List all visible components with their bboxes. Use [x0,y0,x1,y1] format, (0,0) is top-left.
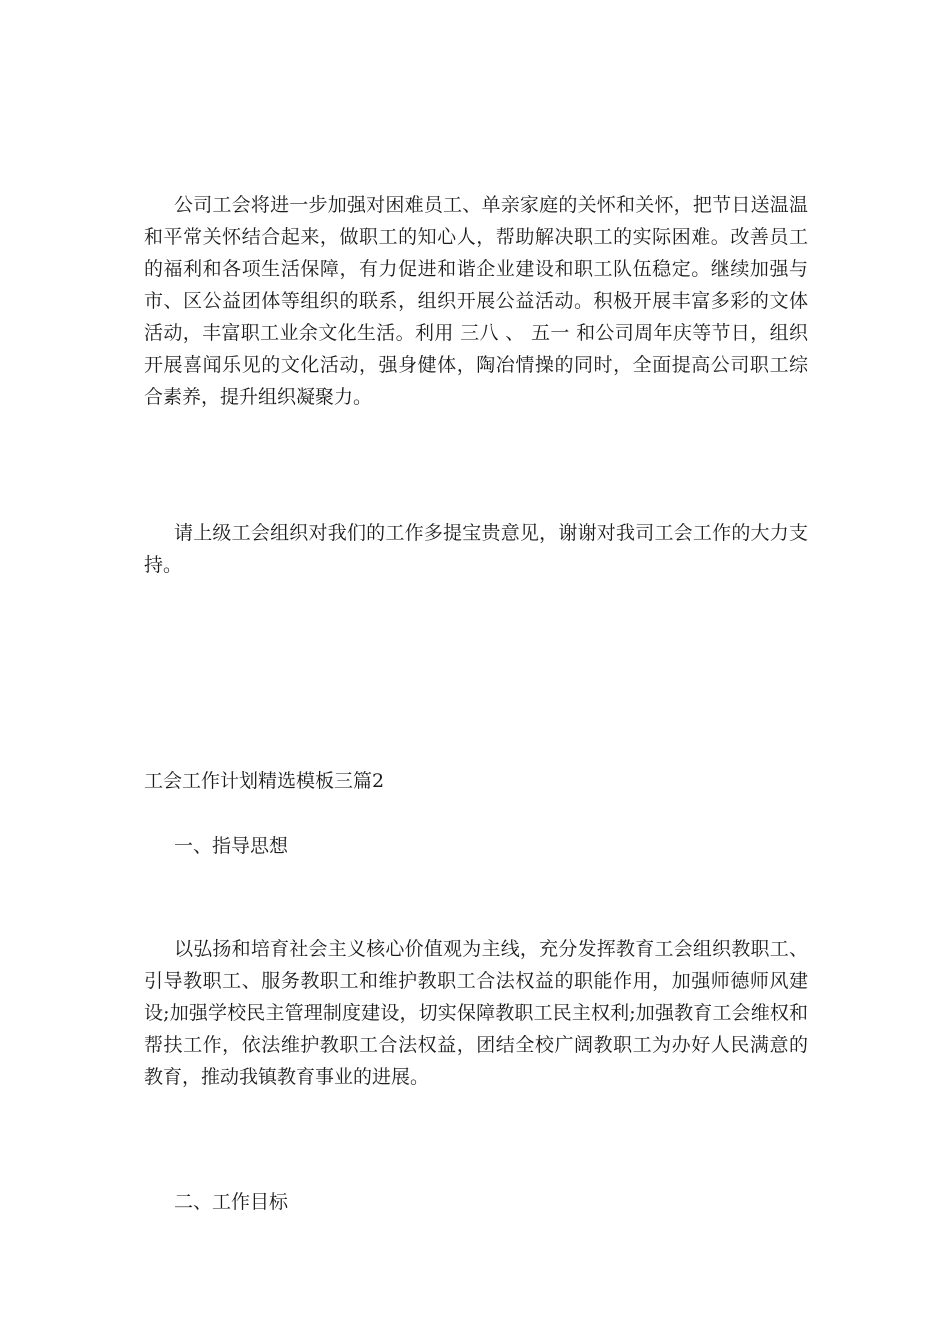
body-paragraph: 请上级工会组织对我们的工作多提宝贵意见，谢谢对我司工会工作的大力支持。 [144,522,808,576]
section-heading: 一、指导思想 [174,835,289,857]
section-title: 工会工作计划精选模板三篇2 [144,770,385,792]
section-heading: 二、工作目标 [174,1191,289,1213]
body-paragraph: 公司工会将进一步加强对困难员工、单亲家庭的关怀和关怀，把节日送温温和平常关怀结合起来，做职工的知心人，帮助解决职工的实际困难。改善员工的福利和各项生活保障，有力促进和谐企业建设和职工队伍稳定。继续加强与市、区公益团体等组织的联系，组织开展公益活动。积极开展丰富多彩的文体活动，丰富职工业余文化生活。利用 三八 、 五一 和公司周年庆等节日，组织开展喜闻乐见的文化活动，强身健体，陶冶情操的同时，全面提高公司职工综合素养，提升组织凝聚力。 [144,194,808,408]
body-paragraph: 以弘扬和培育社会主义核心价值观为主线，充分发挥教育工会组织教职工、引导教职工、服务教职工和维护教职工合法权益的职能作用，加强师德师风建设;加强学校民主管理制度建设，切实保障教职工民主权利;加强教育工会维权和帮扶工作，依法维护教职工合法权益，团结全校广阔教职工为办好人民满意的教育，推动我镇教育事业的进展。 [144,938,808,1088]
